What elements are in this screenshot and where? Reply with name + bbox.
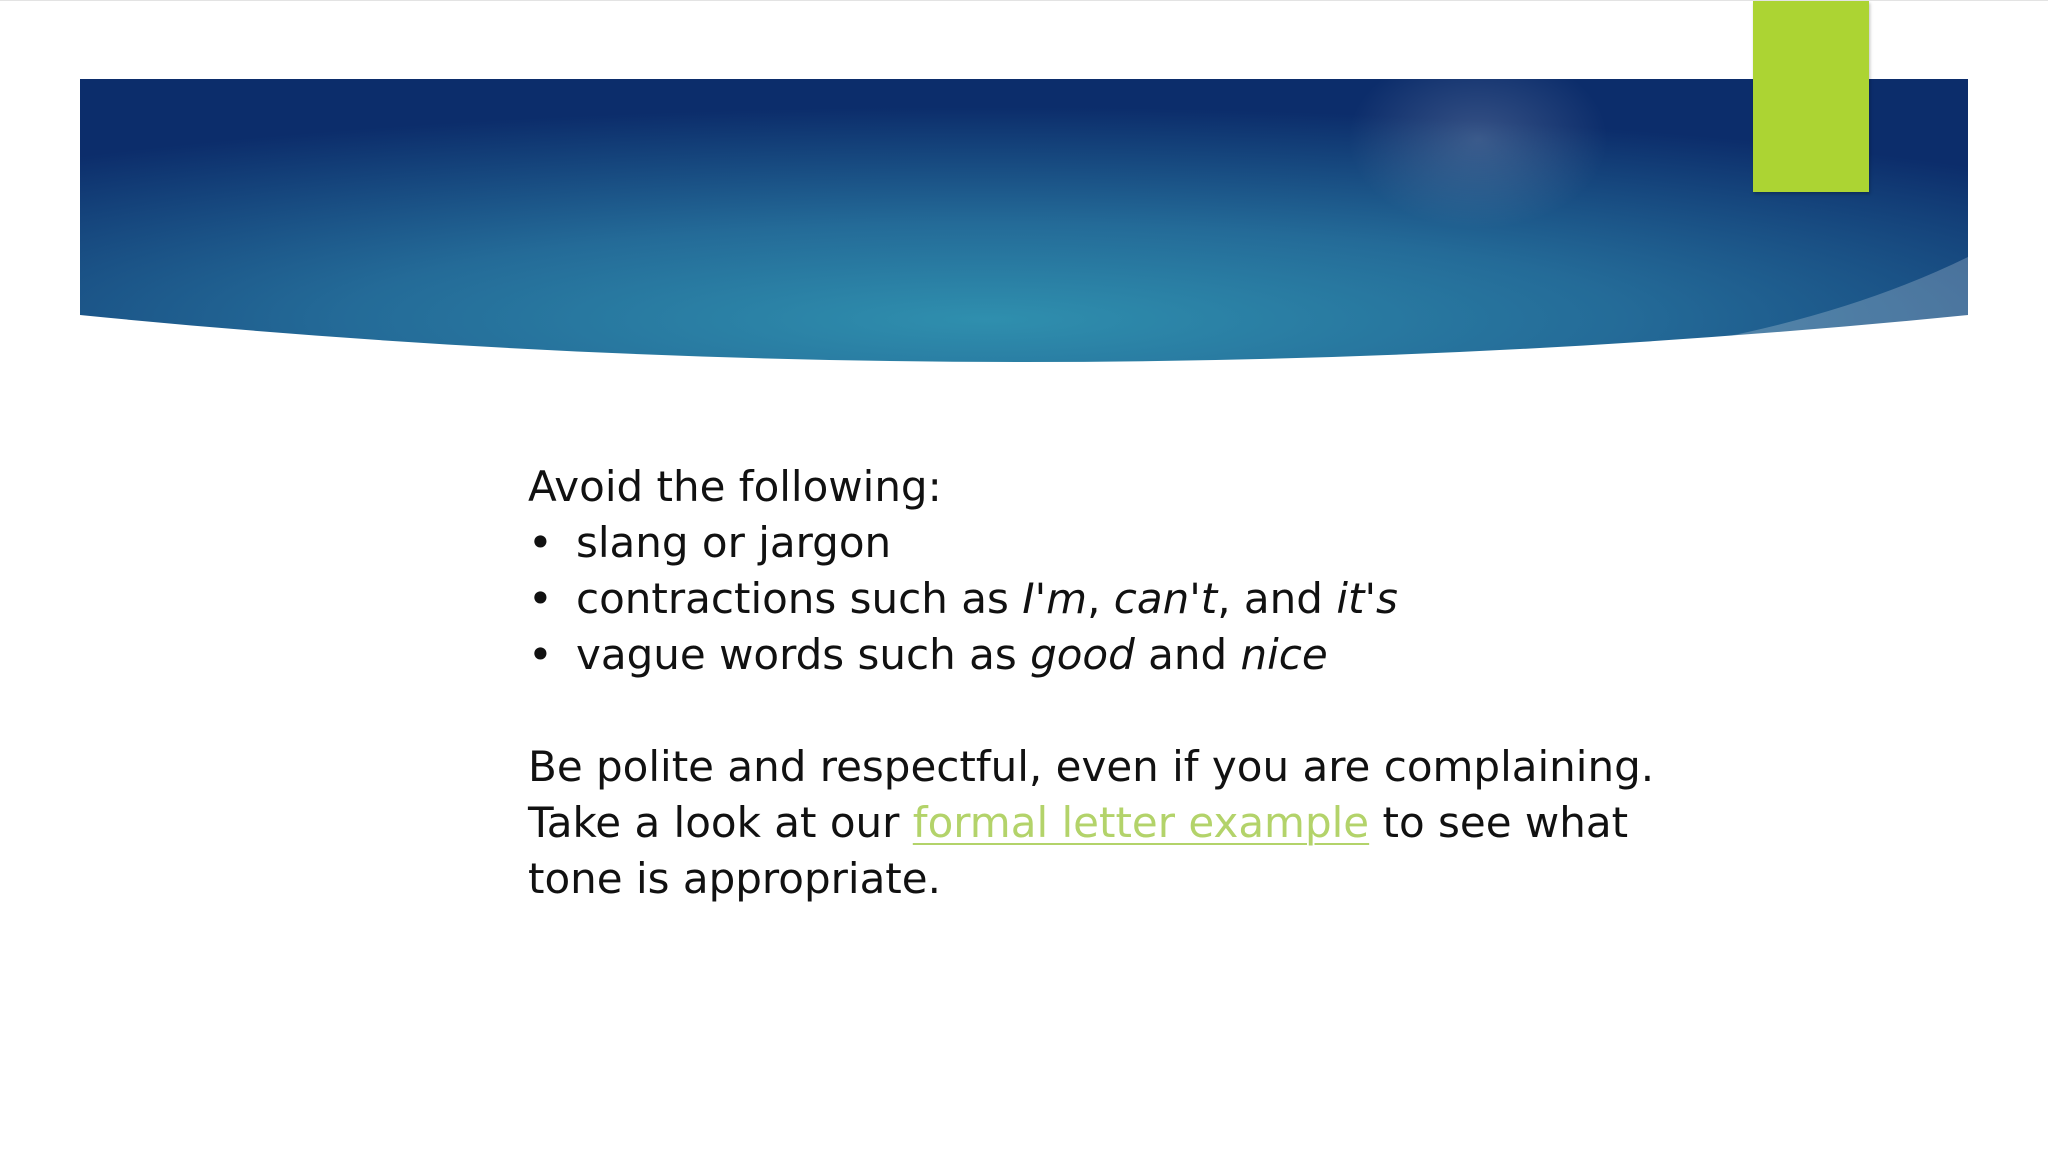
bullet-text: slang or jargon xyxy=(576,518,892,567)
spacer xyxy=(528,683,1728,739)
separator: , xyxy=(1087,574,1114,623)
bullet-icon: • xyxy=(528,574,553,623)
bullet-icon: • xyxy=(528,630,553,679)
header-banner xyxy=(80,79,1968,383)
example-word: nice xyxy=(1240,630,1328,679)
example-word: it's xyxy=(1336,574,1398,623)
avoid-heading: Avoid the following: xyxy=(528,462,942,511)
bullet-text: contractions such as xyxy=(576,574,1023,623)
example-word: can't xyxy=(1113,574,1218,623)
tone-line: tone is appropriate. xyxy=(528,854,941,903)
example-line xyxy=(528,795,1728,851)
list-item xyxy=(528,515,1728,571)
bullet-text: vague words such as xyxy=(576,630,1031,679)
list-item xyxy=(528,571,1728,627)
politeness-line: Be polite and respectful, even if you are complaining. xyxy=(528,742,1655,791)
example-line-suffix: to see what xyxy=(1369,798,1629,847)
example-word: I'm xyxy=(1022,574,1088,623)
separator: , and xyxy=(1217,574,1337,623)
separator: and xyxy=(1134,630,1241,679)
avoid-list xyxy=(528,515,1728,683)
example-line-prefix: Take a look at our xyxy=(528,798,913,847)
slide-content xyxy=(528,459,1728,907)
example-word: good xyxy=(1030,630,1135,679)
accent-tab xyxy=(1753,1,1869,192)
list-item xyxy=(528,627,1728,683)
bullet-icon: • xyxy=(528,518,553,567)
formal-letter-example-link[interactable]: formal letter example xyxy=(912,798,1370,847)
